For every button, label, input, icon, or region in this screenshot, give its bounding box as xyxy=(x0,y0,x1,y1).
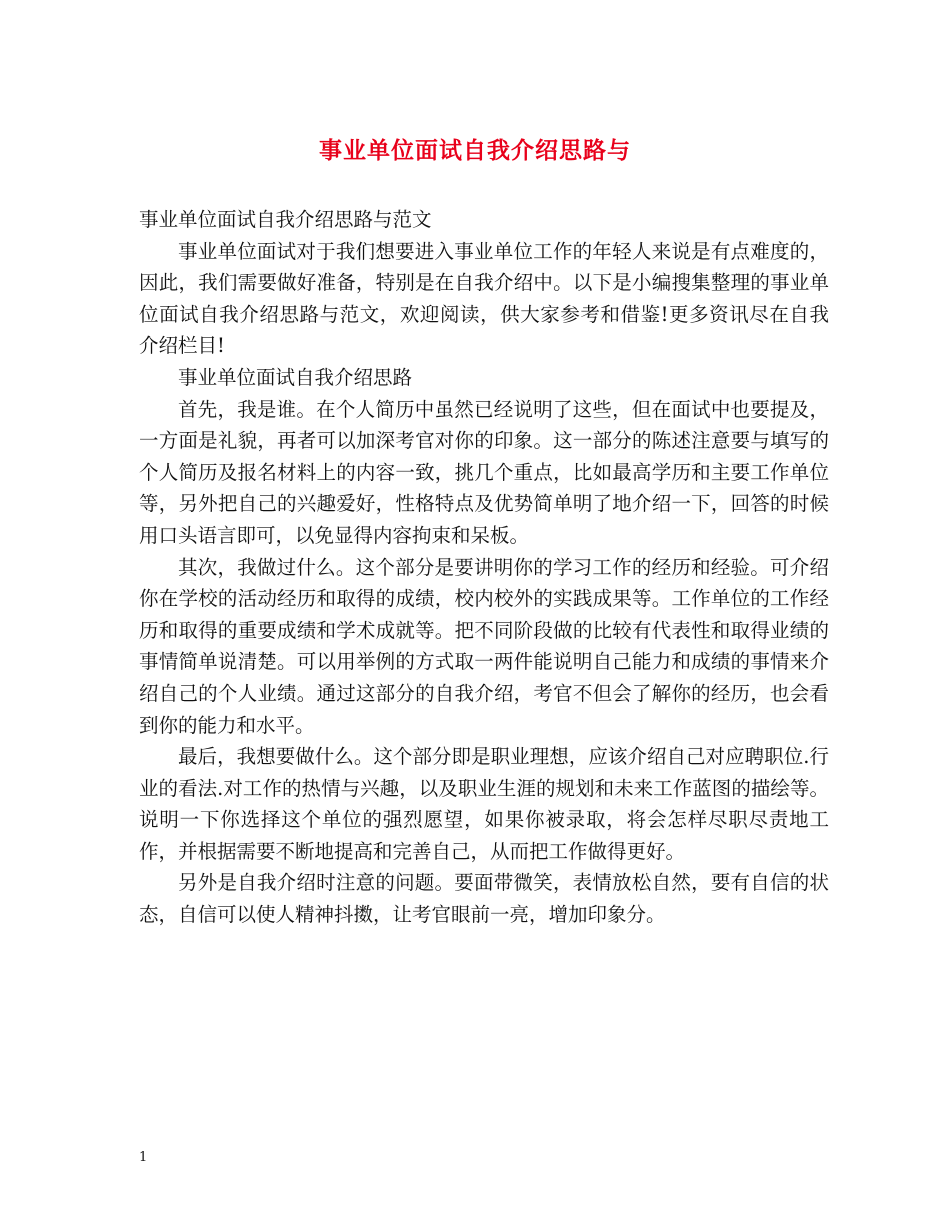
page-number: 1 xyxy=(139,1150,148,1165)
paragraph-what-i-want: 最后，我想要做什么。这个部分即是职业理想，应该介绍自己对应聘职位.行业的看法.对工作的热情与兴趣，以及职业生涯的规划和未来工作蓝图的描绘等。说明一下你选择这个单位的强烈愿望，如果你被录取，将会怎样尽职尽责地工作，并根据需要不断地提高和完善自己，从而把工作做得更好。 xyxy=(139,745,829,863)
section-heading: 事业单位面试自我介绍思路 xyxy=(178,365,413,389)
document-body xyxy=(139,204,829,931)
paragraph-who-am-i: 首先，我是谁。在个人简历中虽然已经说明了这些，但在面试中也要提及，一方面是礼貌，再者可以加深考官对你的印象。这一部分的陈述注意要与填写的个人简历及报名材料上的内容一致，挑几个重点，比如最高学历和主要工作单位等，另外把自己的兴趣爱好，性格特点及优势简单明了地介绍一下，回答的时候用口头语言即可，以免显得内容拘束和呆板。 xyxy=(139,397,829,547)
paragraph-what-i-did: 其次，我做过什么。这个部分是要讲明你的学习工作的经历和经验。可介绍你在学校的活动经历和取得的成绩，校内校外的实践成果等。工作单位的工作经历和取得的重要成绩和学术成就等。把不同阶段做的比较有代表性和取得业绩的事情简单说清楚。可以用举例的方式取一两件能说明自己能力和成绩的事情来介绍自己的个人业绩。通过这部分的自我介绍，考官不但会了解你的经历，也会看到你的能力和水平。 xyxy=(139,555,829,737)
document-title: 事业单位面试自我介绍思路与 xyxy=(319,137,631,164)
paragraph-intro: 事业单位面试对于我们想要进入事业单位工作的年轻人来说是有点难度的，因此，我们需要做好准备，特别是在自我介绍中。以下是小编搜集整理的事业单位面试自我介绍思路与范文，欢迎阅读，供大家参考和借鉴!更多资讯尽在自我介绍栏目! xyxy=(139,239,829,358)
paragraph-notes: 另外是自我介绍时注意的问题。要面带微笑，表情放松自然，要有自信的状态，自信可以使人精神抖擞，让考官眼前一亮，增加印象分。 xyxy=(139,871,829,927)
document-subtitle: 事业单位面试自我介绍思路与范文 xyxy=(139,208,432,231)
